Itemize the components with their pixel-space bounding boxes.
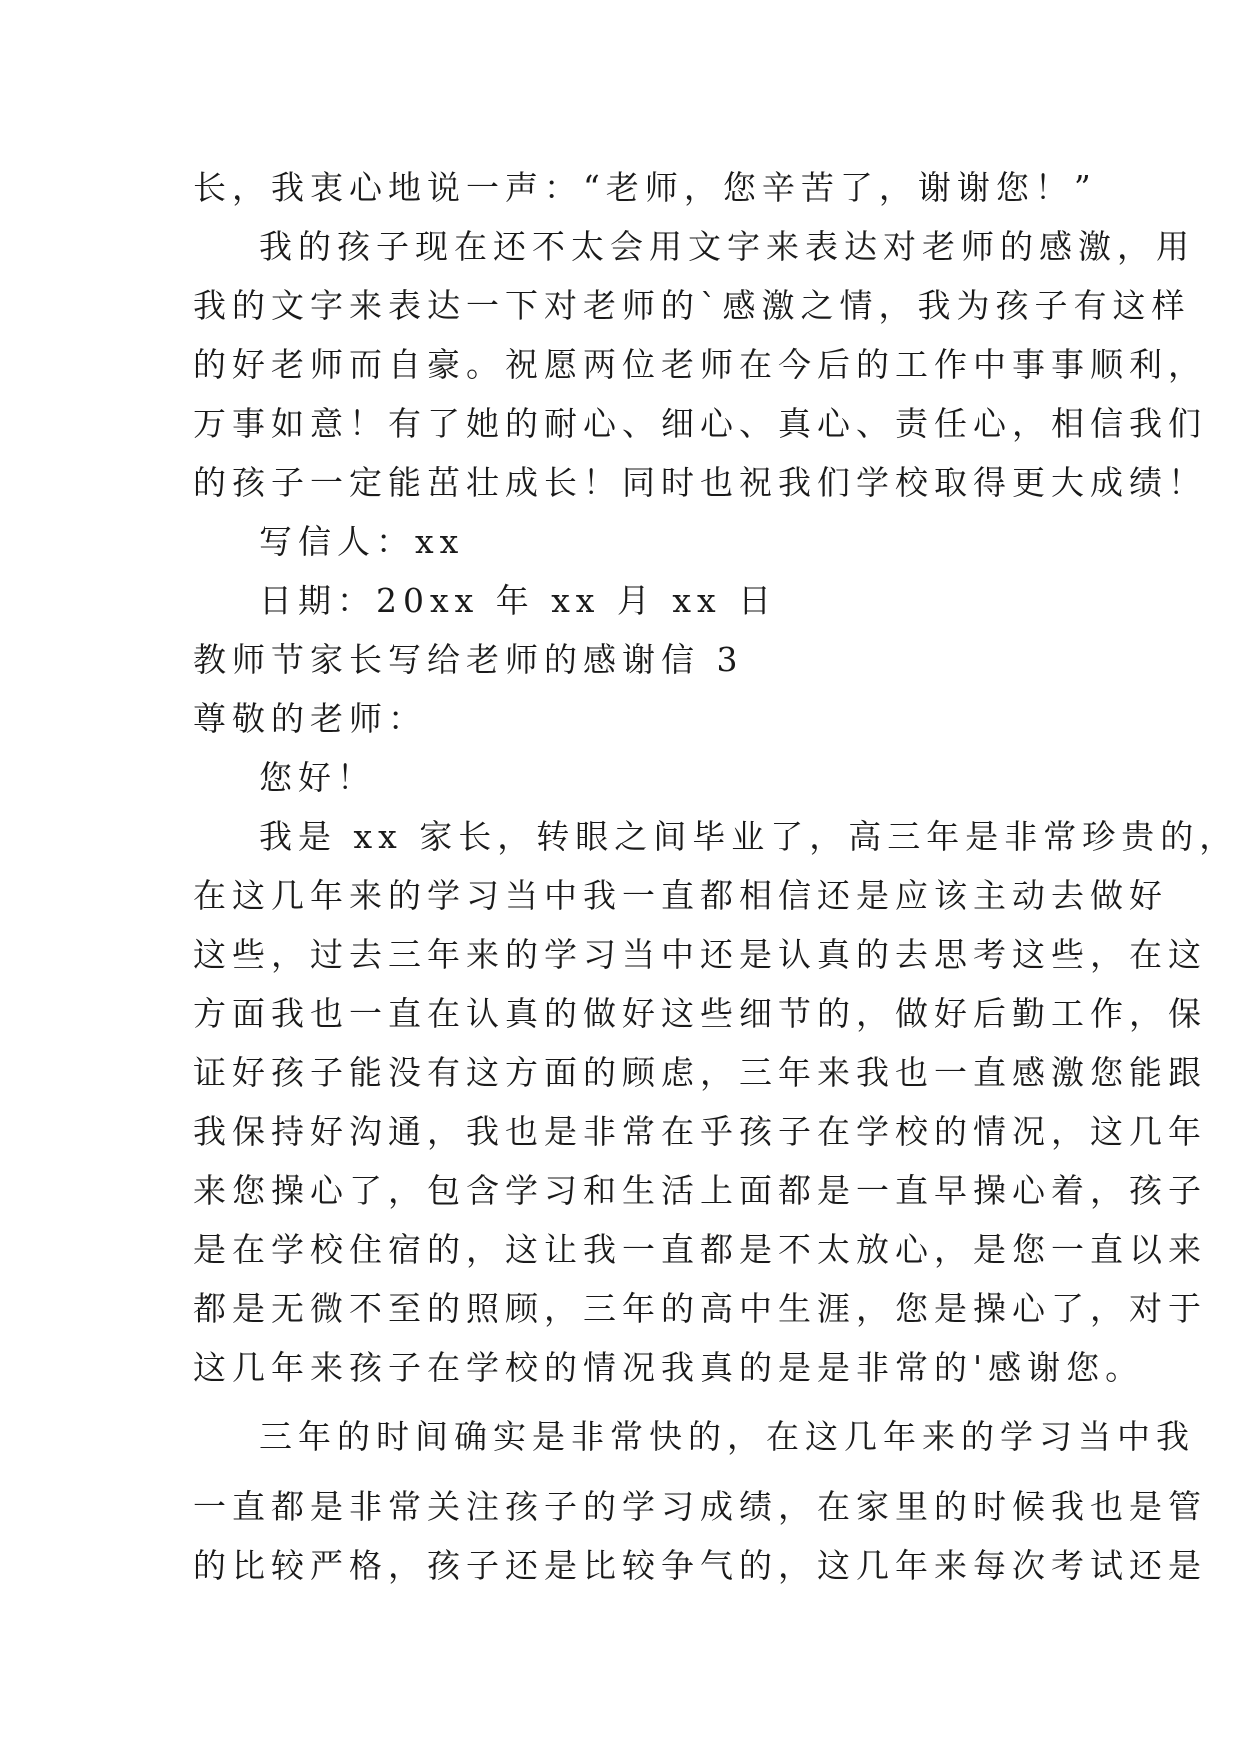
- paragraph-line: 万事如意！有了她的耐心、细心、真心、责任心，相信我们: [193, 404, 1207, 443]
- paragraph-line: 我的文字来表达一下对老师的`感激之情，我为孩子有这样: [193, 286, 1191, 325]
- paragraph-line: 来您操心了，包含学习和生活上面都是一直早操心着，孩子: [193, 1171, 1207, 1210]
- paragraph-line: 我是 xx 家长，转眼之间毕业了，高三年是非常珍贵的，: [259, 817, 1239, 856]
- paragraph-line: 长，我衷心地说一声：“老师，您辛苦了，谢谢您！”: [193, 168, 1097, 207]
- paragraph-line: 我保持好沟通，我也是非常在乎孩子在学校的情况，这几年: [193, 1112, 1207, 1151]
- paragraph-line: 的好老师而自豪。祝愿两位老师在今后的工作中事事顺利，: [193, 345, 1207, 384]
- paragraph-line: 是在学校住宿的，这让我一直都是不太放心，是您一直以来: [193, 1230, 1207, 1269]
- paragraph-line: 在这几年来的学习当中我一直都相信还是应该主动去做好: [193, 876, 1168, 915]
- document-body: [193, 158, 1239, 1595]
- paragraph-line: 方面我也一直在认真的做好这些细节的，做好后勤工作，保: [193, 994, 1207, 1033]
- paragraph-line: 这些，过去三年来的学习当中还是认真的去思考这些，在这: [193, 935, 1207, 974]
- paragraph-line: 我的孩子现在还不太会用文字来表达对老师的感激，用: [259, 227, 1195, 266]
- letter-date: 日期：20xx 年 xx 月 xx 日: [259, 581, 778, 620]
- salutation: 尊敬的老师：: [193, 699, 427, 738]
- paragraph-line: 的孩子一定能茁壮成长！同时也祝我们学校取得更大成绩！: [193, 463, 1207, 502]
- paragraph-line: 都是无微不至的照顾，三年的高中生涯，您是操心了，对于: [193, 1289, 1207, 1328]
- paragraph-line: 证好孩子能没有这方面的顾虑，三年来我也一直感激您能跟: [193, 1053, 1207, 1092]
- writer-signature: 写信人：xx: [259, 522, 465, 561]
- paragraph-line: 一直都是非常关注孩子的学习成绩，在家里的时候我也是管: [193, 1487, 1207, 1526]
- letter-title: 教师节家长写给老师的感谢信 3: [193, 640, 744, 679]
- paragraph-line: 这几年来孩子在学校的情况我真的是是非常的'感谢您。: [193, 1348, 1145, 1387]
- paragraph-line: 三年的时间确实是非常快的，在这几年来的学习当中我: [259, 1417, 1195, 1456]
- paragraph-line: 的比较严格，孩子还是比较争气的，这几年来每次考试还是: [193, 1546, 1207, 1585]
- greeting: 您好！: [259, 758, 376, 797]
